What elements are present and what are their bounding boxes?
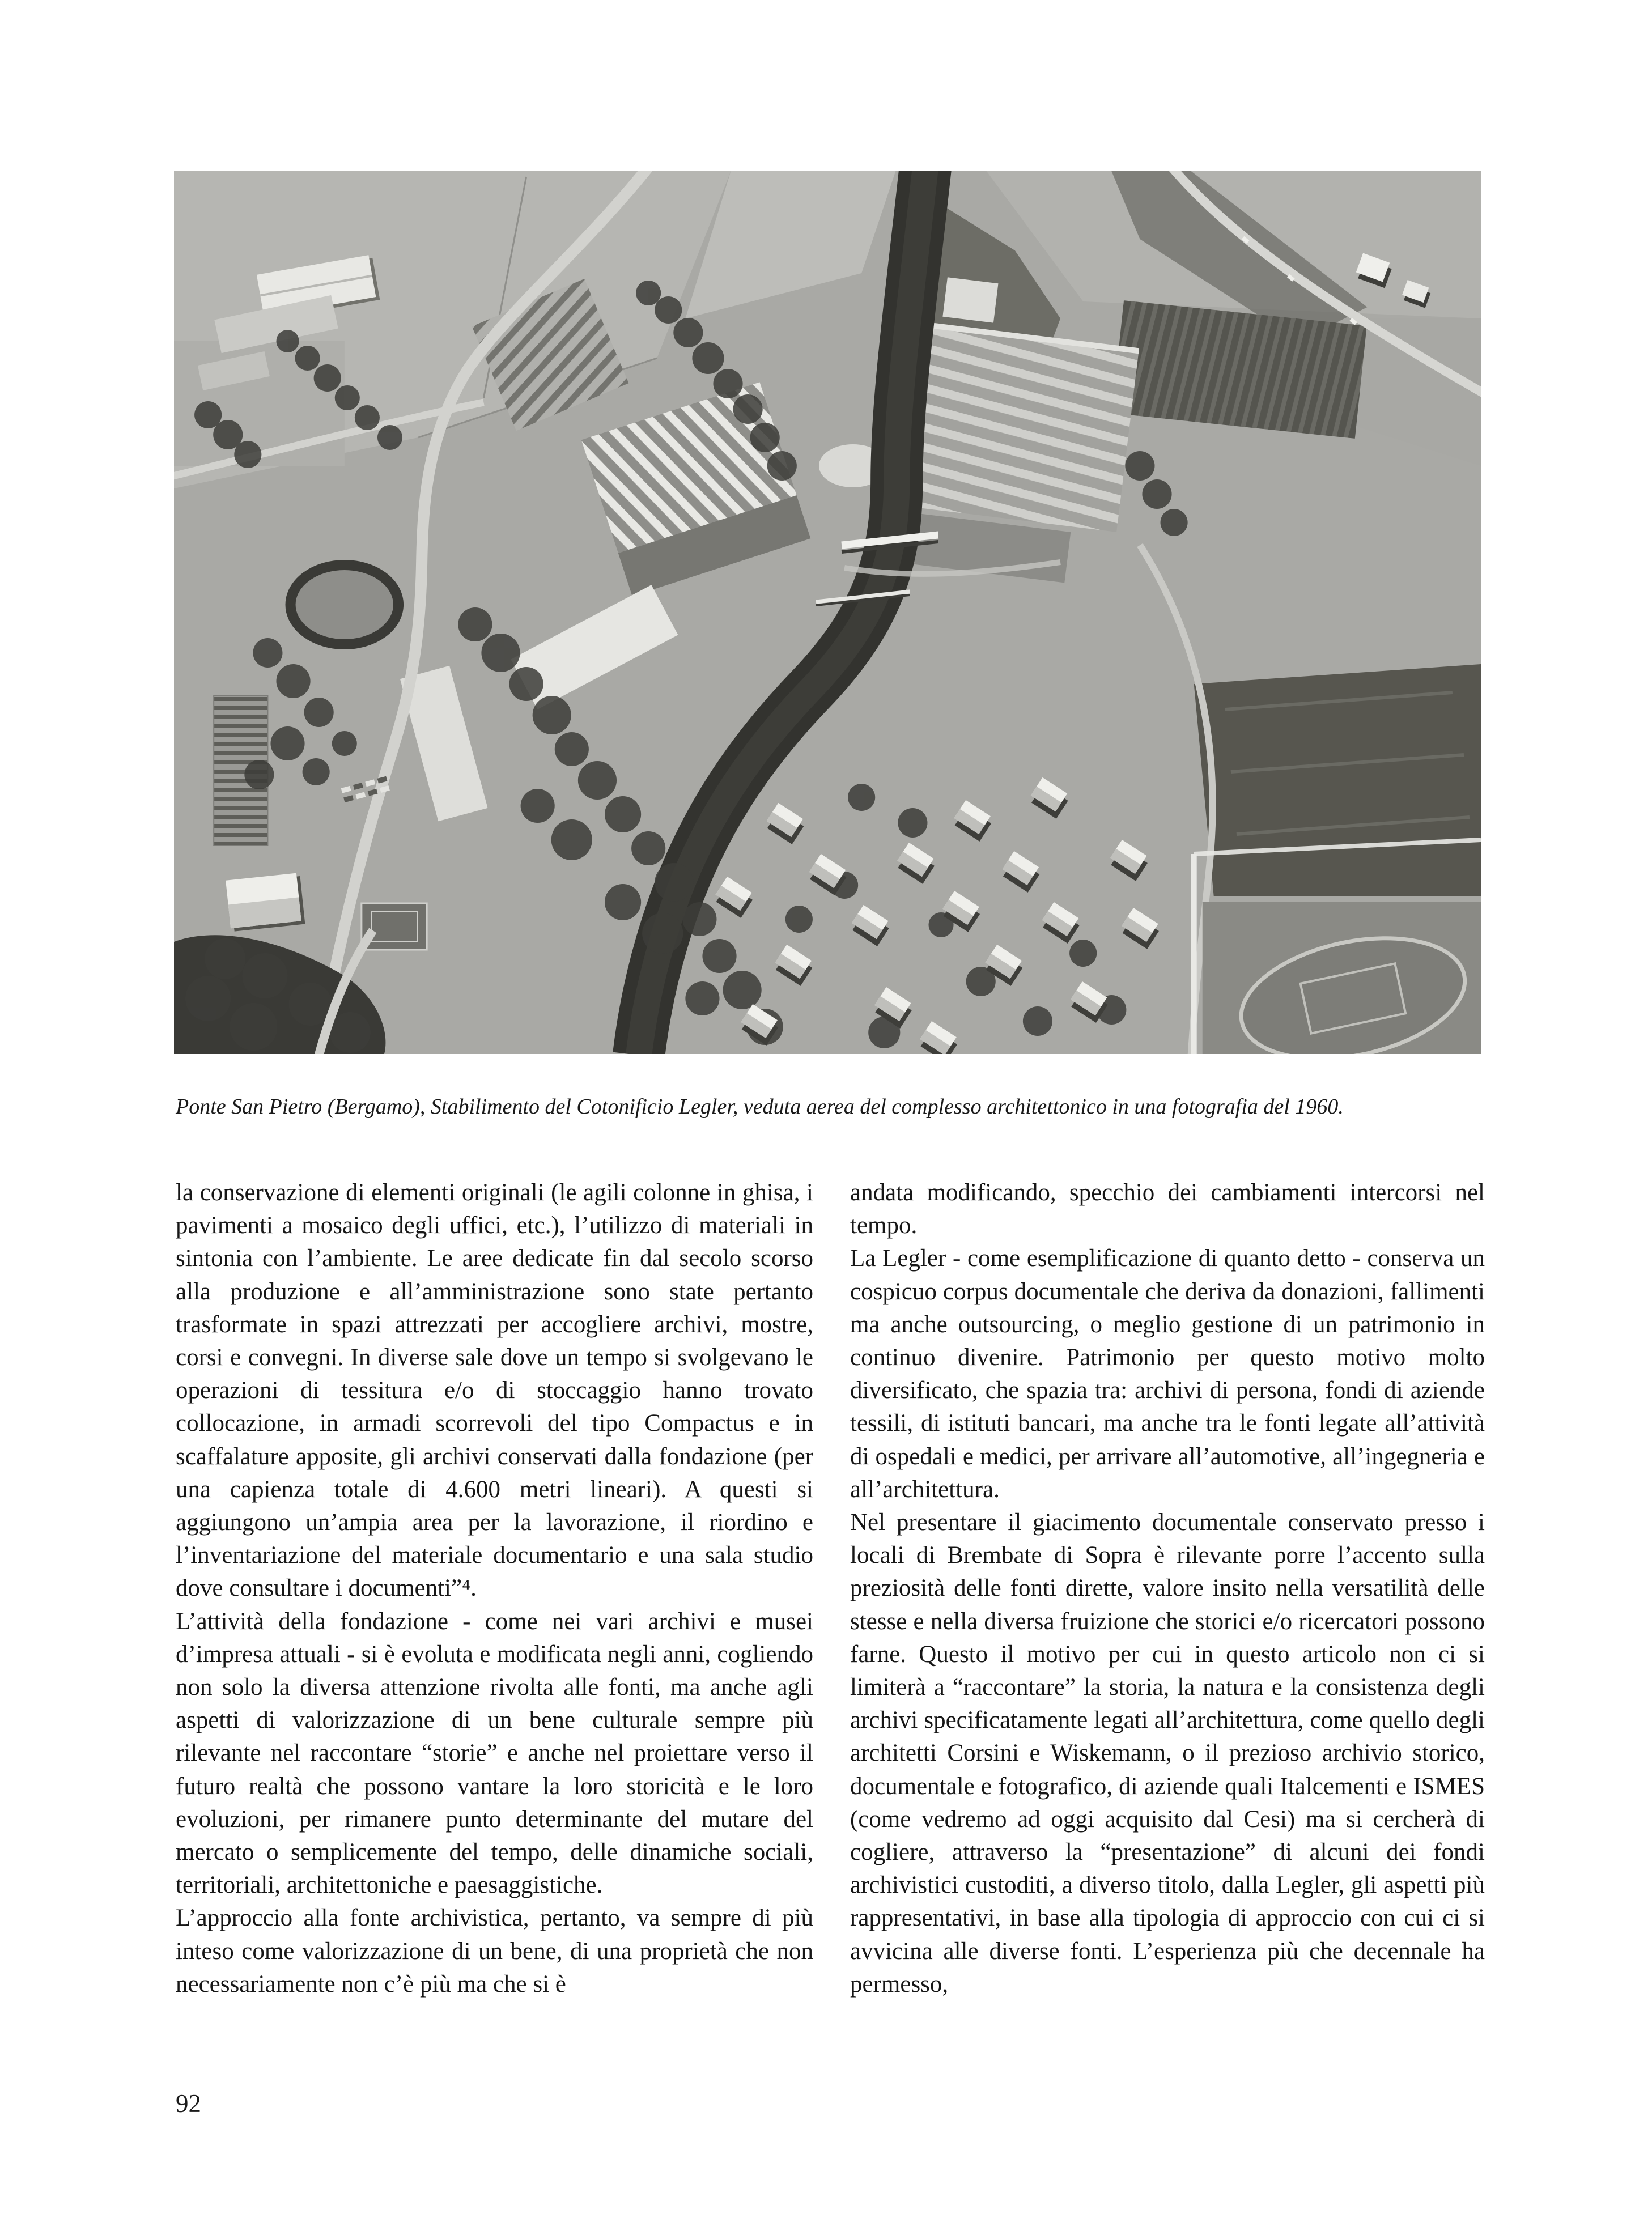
paragraph: La Legler - come esemplificazione di quanto detto - conserva un cospicuo corpus documentale che deriva da donazioni, fallimenti ma anche outsourcing, o meglio gestione di un patrimonio in continuo divenire. Patrimonio per questo motivo molto diversificato, che spazia tra: archivi di persona, fondi di aziende tessili, di istituti bancari, ma anche tra le fonti legate all’attività di ospedali e medici, per arrivare all’automotive, all’ingegneria e all’architettura. [850, 1245, 1485, 1503]
paragraph: Nel presentare il giacimento documentale conservato presso i locali di Brembate di Sopra è rilevante porre l’accento sulla preziosità delle fonti dirette, valore insito nella versatilità delle stesse e nella diversa fruizione che storici e/o ricercatori possono farne. Questo il motivo per cui in questo articolo non ci si limiterà a “raccontare” la storia, la natura e la consistenza degli archivi specificatamente legati all’architettura, come quello degli architetti Corsini e Wiskemann, o il prezioso archivio storico, documentale e fotografico, di aziende quali Italcementi e ISMES (come vedremo ad oggi acquisito dal Cesi) ma si cercherà di cogliere, attraverso la “presentazione” di alcuni dei fondi archivistici custoditi, a diverso titolo, dalla Legler, gli aspetti più rappresentativi, in base alla tipologia di approccio con cui ci si avvicina alle diverse fonti. L’esperienza più che decennale ha permesso, [850, 1509, 1485, 1998]
text-column-right [850, 1176, 1485, 2001]
paragraph: andata modificando, specchio dei cambiamenti intercorsi nel tempo. [850, 1179, 1485, 1239]
text-column-left [176, 1176, 813, 2001]
page-number: 92 [176, 2089, 201, 2118]
paragraph: la conservazione di elementi originali (le agili colonne in ghisa, i pavimenti a mosaico degli uffici, etc.), l’utilizzo di materiali in sintonia con l’ambiente. Le aree dedicate fin dal secolo scorso alla produzione e all’amministrazione sono state pertanto trasformate in spazi attrezzati per accogliere archivi, mostre, corsi e convegni. In diverse sale dove un tempo si svolgevano le operazioni di tessitura e/o di stoccaggio hanno trovato collocazione, in armadi scorrevoli del tipo Compactus e in scaffalature apposite, gli archivi conservati dalla fondazione (per una capienza totale di 4.600 metri lineari). A questi si aggiungono un’ampia area per la lavorazione, il riordino e l’inventariazione del materiale documentario e una sala studio dove consultare i documenti”⁴. [176, 1179, 813, 1602]
aerial-photo-image [174, 171, 1481, 1054]
photo-caption: Ponte San Pietro (Bergamo), Stabilimento del Cotonificio Legler, veduta aerea del complesso architettonico in una fotografia del 1960. [176, 1095, 1344, 1119]
paragraph: L’approccio alla fonte archivistica, pertanto, va sempre di più inteso come valorizzazione di un bene, di una proprietà che non necessariamente non c’è più ma che si è [176, 1905, 813, 1998]
aerial-photograph [174, 171, 1481, 1054]
paragraph: L’attività della fondazione - come nei vari archivi e musei d’impresa attuali - si è evoluta e modificata negli anni, cogliendo non solo la diversa attenzione rivolta alle fonti, ma anche agli aspetti di valorizzazione di un bene culturale sempre più rilevante nel raccontare “storie” e anche nel proiettare verso il futuro realtà che possono vantare la loro storicità e le loro evoluzioni, per rimanere punto determinante del mutare del mercato o semplicemente del tempo, delle dinamiche sociali, territoriali, architettoniche e paesaggistiche. [176, 1608, 813, 1899]
